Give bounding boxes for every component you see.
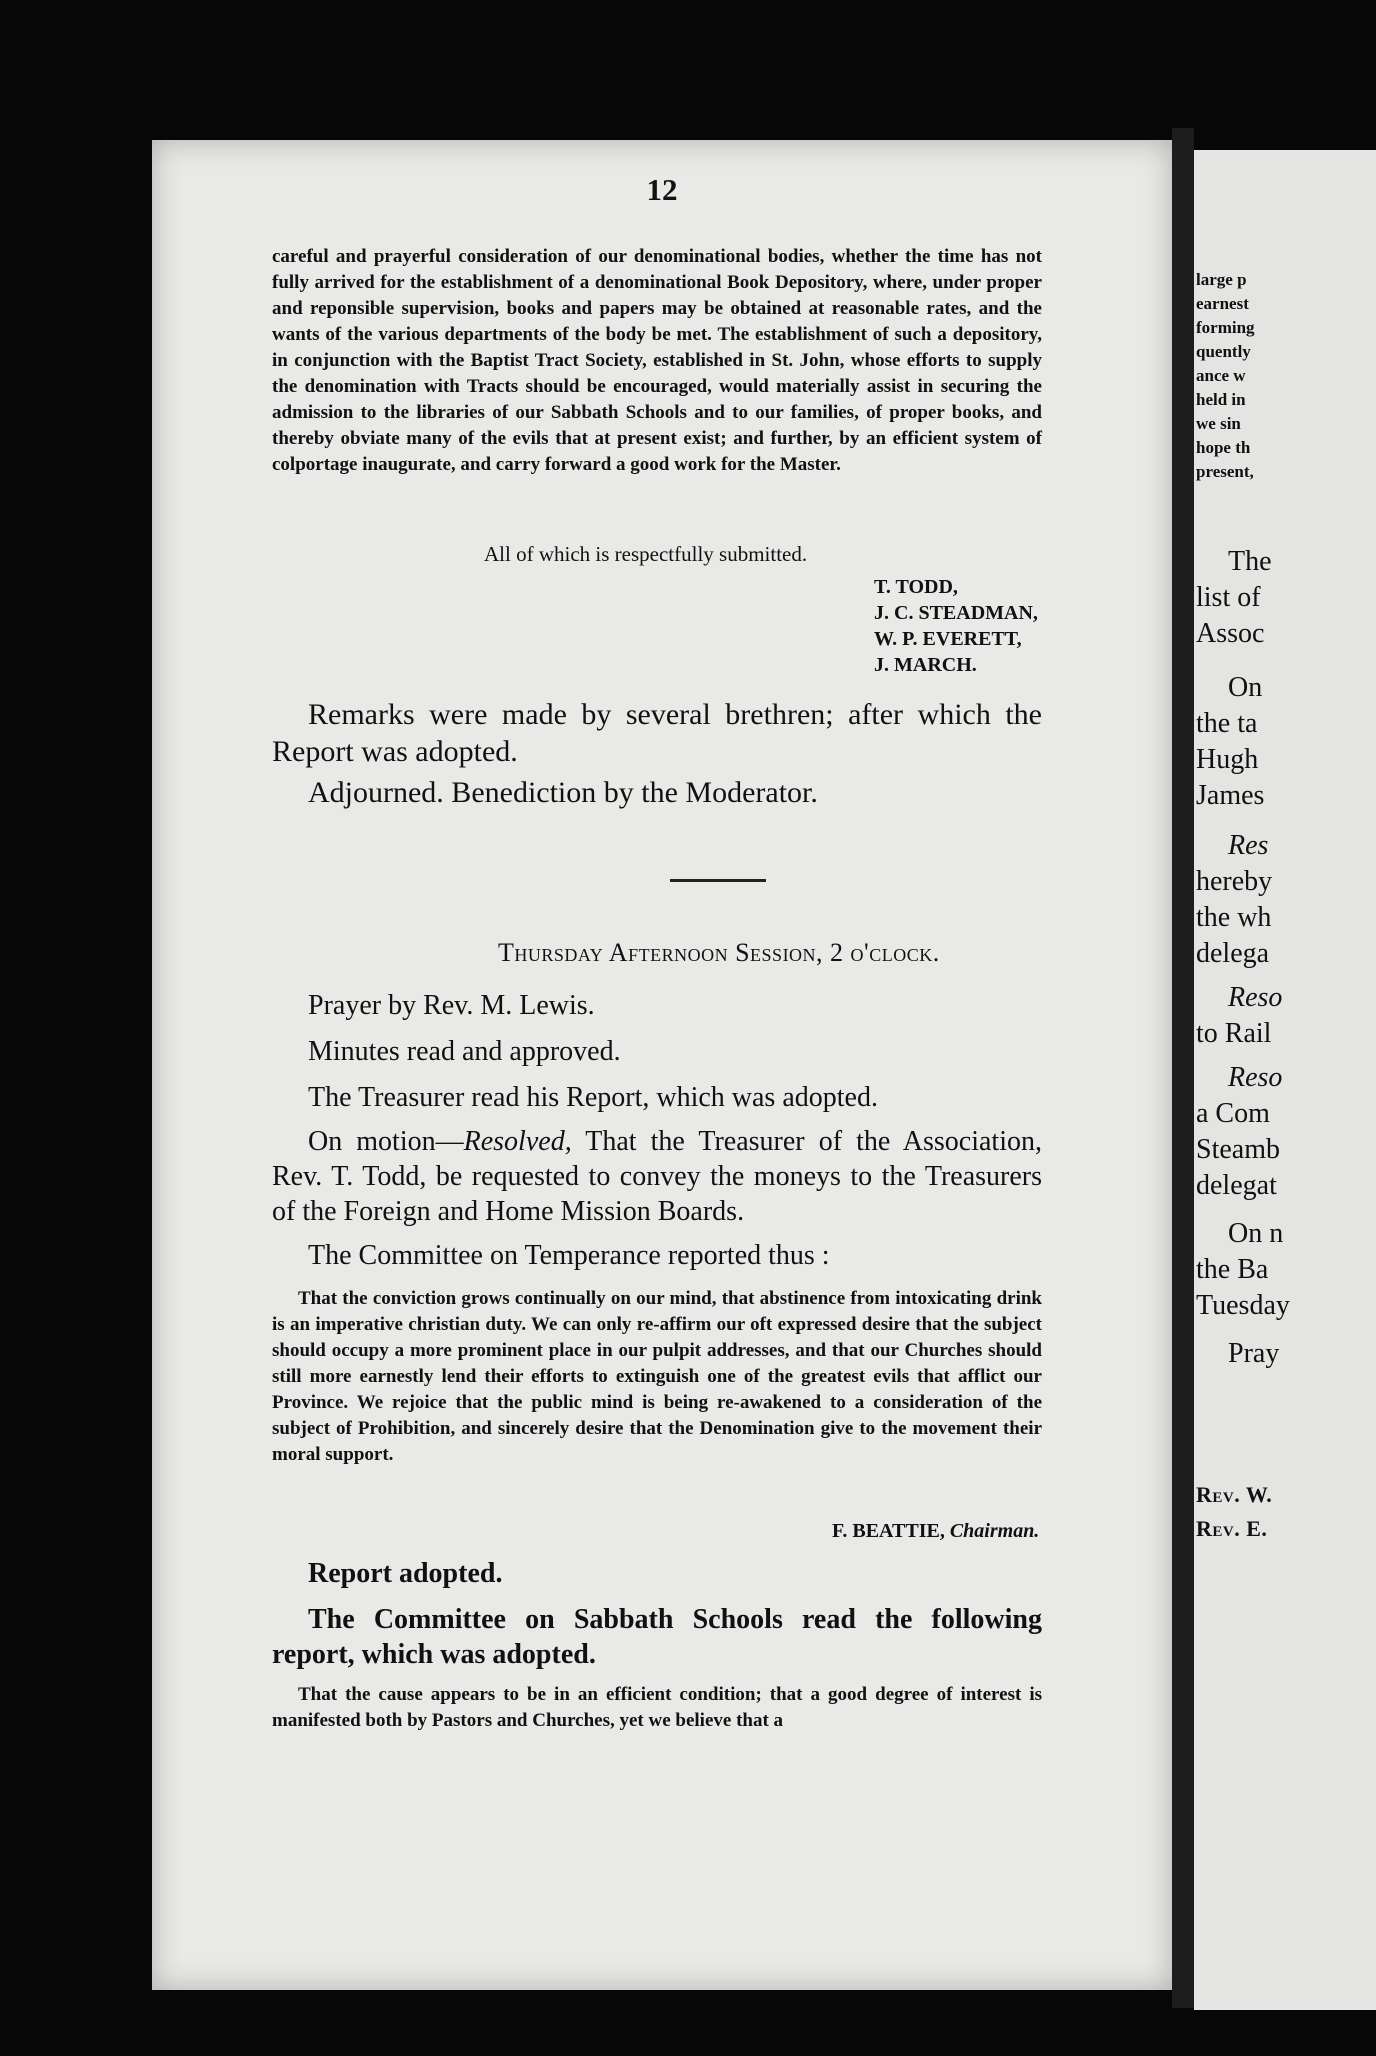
signatory: W. P. EVERETT, xyxy=(874,628,1022,650)
fragment-line: delegat xyxy=(1196,1170,1277,1201)
signatory: J. C. STEADMAN, xyxy=(874,602,1038,624)
motion-prefix: On motion— xyxy=(308,1126,464,1157)
page-number: 12 xyxy=(646,172,678,207)
fragment-line: James xyxy=(1196,780,1265,811)
report-adopted-line: Report adopted. xyxy=(308,1558,503,1589)
submitted-line: All of which is respectfully submitted. xyxy=(484,542,808,566)
continuation-paragraph: careful and prayerful consideration of our denominational bodies, whether the time has not fully arrived for the establishment of a denominational Book Depository, where, under proper and reponsible supervision, books and papers may be obtained at reasonable rates, and the wants of the various departments of the body be met. The establishment of such a depository, in conjunction with the Baptist Tract Society, established in St. John, whose efforts to supply the denomination with Tracts should be encouraged, would materially assist in securing the admission to the libraries of our Sabbath Schools and to our families, of proper books, and thereby obviate many of the evils that at present exist; and further, by an efficient system of colportage inaugurate, and carry forward a good work for the Master. xyxy=(272,246,1042,475)
sabbath-report: That the cause appears to be in an efficient condition; that a good degree of interest is manifested both by Pastors and Churches, yet we believe that a xyxy=(272,1684,1042,1731)
motion-resolved: Resolved, xyxy=(463,1126,572,1157)
section-divider xyxy=(670,879,766,882)
fragment-line: Rev. W. xyxy=(1196,1482,1273,1507)
signatory: T. TODD, xyxy=(874,576,958,598)
minutes-line: Minutes read and approved. xyxy=(308,1036,621,1067)
motion-text: That the Treasurer of the Association, Rev. T. Todd, be requested to convey the moneys to the Treasurers of the Foreign and Home Mission Boards. xyxy=(272,1126,1042,1227)
fragment-line: Reso xyxy=(1228,1062,1283,1093)
session-heading: Thursday Afternoon Session, 2 o'clock. xyxy=(498,938,940,967)
fragment-line: large p xyxy=(1196,270,1247,289)
fragment-line: hope th xyxy=(1196,438,1251,457)
fragment-line: Assoc xyxy=(1196,618,1265,649)
fragment-line: to Rail xyxy=(1196,1018,1272,1049)
temperance-intro: The Committee on Temperance reported thus : xyxy=(308,1240,830,1271)
motion-paragraph xyxy=(272,1124,1042,1229)
fragment-line: Rev. E. xyxy=(1196,1516,1268,1541)
fragment-line: held in xyxy=(1196,390,1246,409)
fragment-line: the ta xyxy=(1196,708,1258,739)
right-page-fragment xyxy=(1194,150,1376,2010)
fragment-line: the wh xyxy=(1196,902,1272,933)
temperance-report: That the conviction grows continually on our mind, that abstinence from intoxicating drink is an imperative christian duty. We can only re-affirm our oft expressed desire that the subject should occupy a more prominent place in our pulpit addresses, and that our Churches should still more earnestly lend their efforts to extinguish one of the greatest evils that afflict our Province. We rejoice that the public mind is being re-awakened to a consideration of the subject of Prohibition, and sincerely desire that the Denomination give to the movement their moral support. xyxy=(272,1288,1042,1465)
signatory: J. MARCH. xyxy=(874,654,977,676)
fragment-line: On n xyxy=(1228,1218,1284,1249)
fragment-line: Steamb xyxy=(1196,1134,1280,1165)
fragment-line: we sin xyxy=(1196,414,1241,433)
chairman-signature xyxy=(832,1520,1092,1543)
treasurer-line: The Treasurer read his Report, which was adopted. xyxy=(308,1082,878,1113)
fragment-line: On xyxy=(1228,672,1263,703)
sabbath-intro: The Committee on Sabbath Schools read the following report, which was adopted. xyxy=(272,1604,1042,1670)
book-gutter xyxy=(1172,128,1194,2008)
fragment-line: list of xyxy=(1196,582,1261,613)
fragment-line: hereby xyxy=(1196,866,1273,897)
fragment-line: earnest xyxy=(1196,294,1249,313)
fragment-line: Res xyxy=(1228,830,1269,861)
left-page xyxy=(152,140,1172,1990)
chairman-title: Chairman. xyxy=(949,1520,1040,1542)
adjourned-line: Adjourned. Benediction by the Moderator. xyxy=(308,776,818,809)
fragment-line: forming xyxy=(1196,318,1255,337)
remarks-paragraph: Remarks were made by several brethren; after which the Report was adopted. xyxy=(272,698,1042,768)
fragment-line: quently xyxy=(1196,342,1251,361)
prayer-line: Prayer by Rev. M. Lewis. xyxy=(308,990,595,1021)
fragment-line: the Ba xyxy=(1196,1254,1269,1285)
fragment-line: Tuesday xyxy=(1196,1290,1290,1321)
fragment-line: present, xyxy=(1196,462,1254,481)
fragment-line: ance w xyxy=(1196,366,1246,385)
chairman-name: F. BEATTIE, xyxy=(832,1520,945,1542)
fragment-line: a Com xyxy=(1196,1098,1270,1129)
fragment-line: The xyxy=(1228,546,1272,577)
fragment-line: Hugh xyxy=(1196,744,1259,775)
fragment-line: delega xyxy=(1196,938,1270,969)
fragment-line: Reso xyxy=(1228,982,1283,1013)
fragment-line: Pray xyxy=(1228,1338,1280,1369)
